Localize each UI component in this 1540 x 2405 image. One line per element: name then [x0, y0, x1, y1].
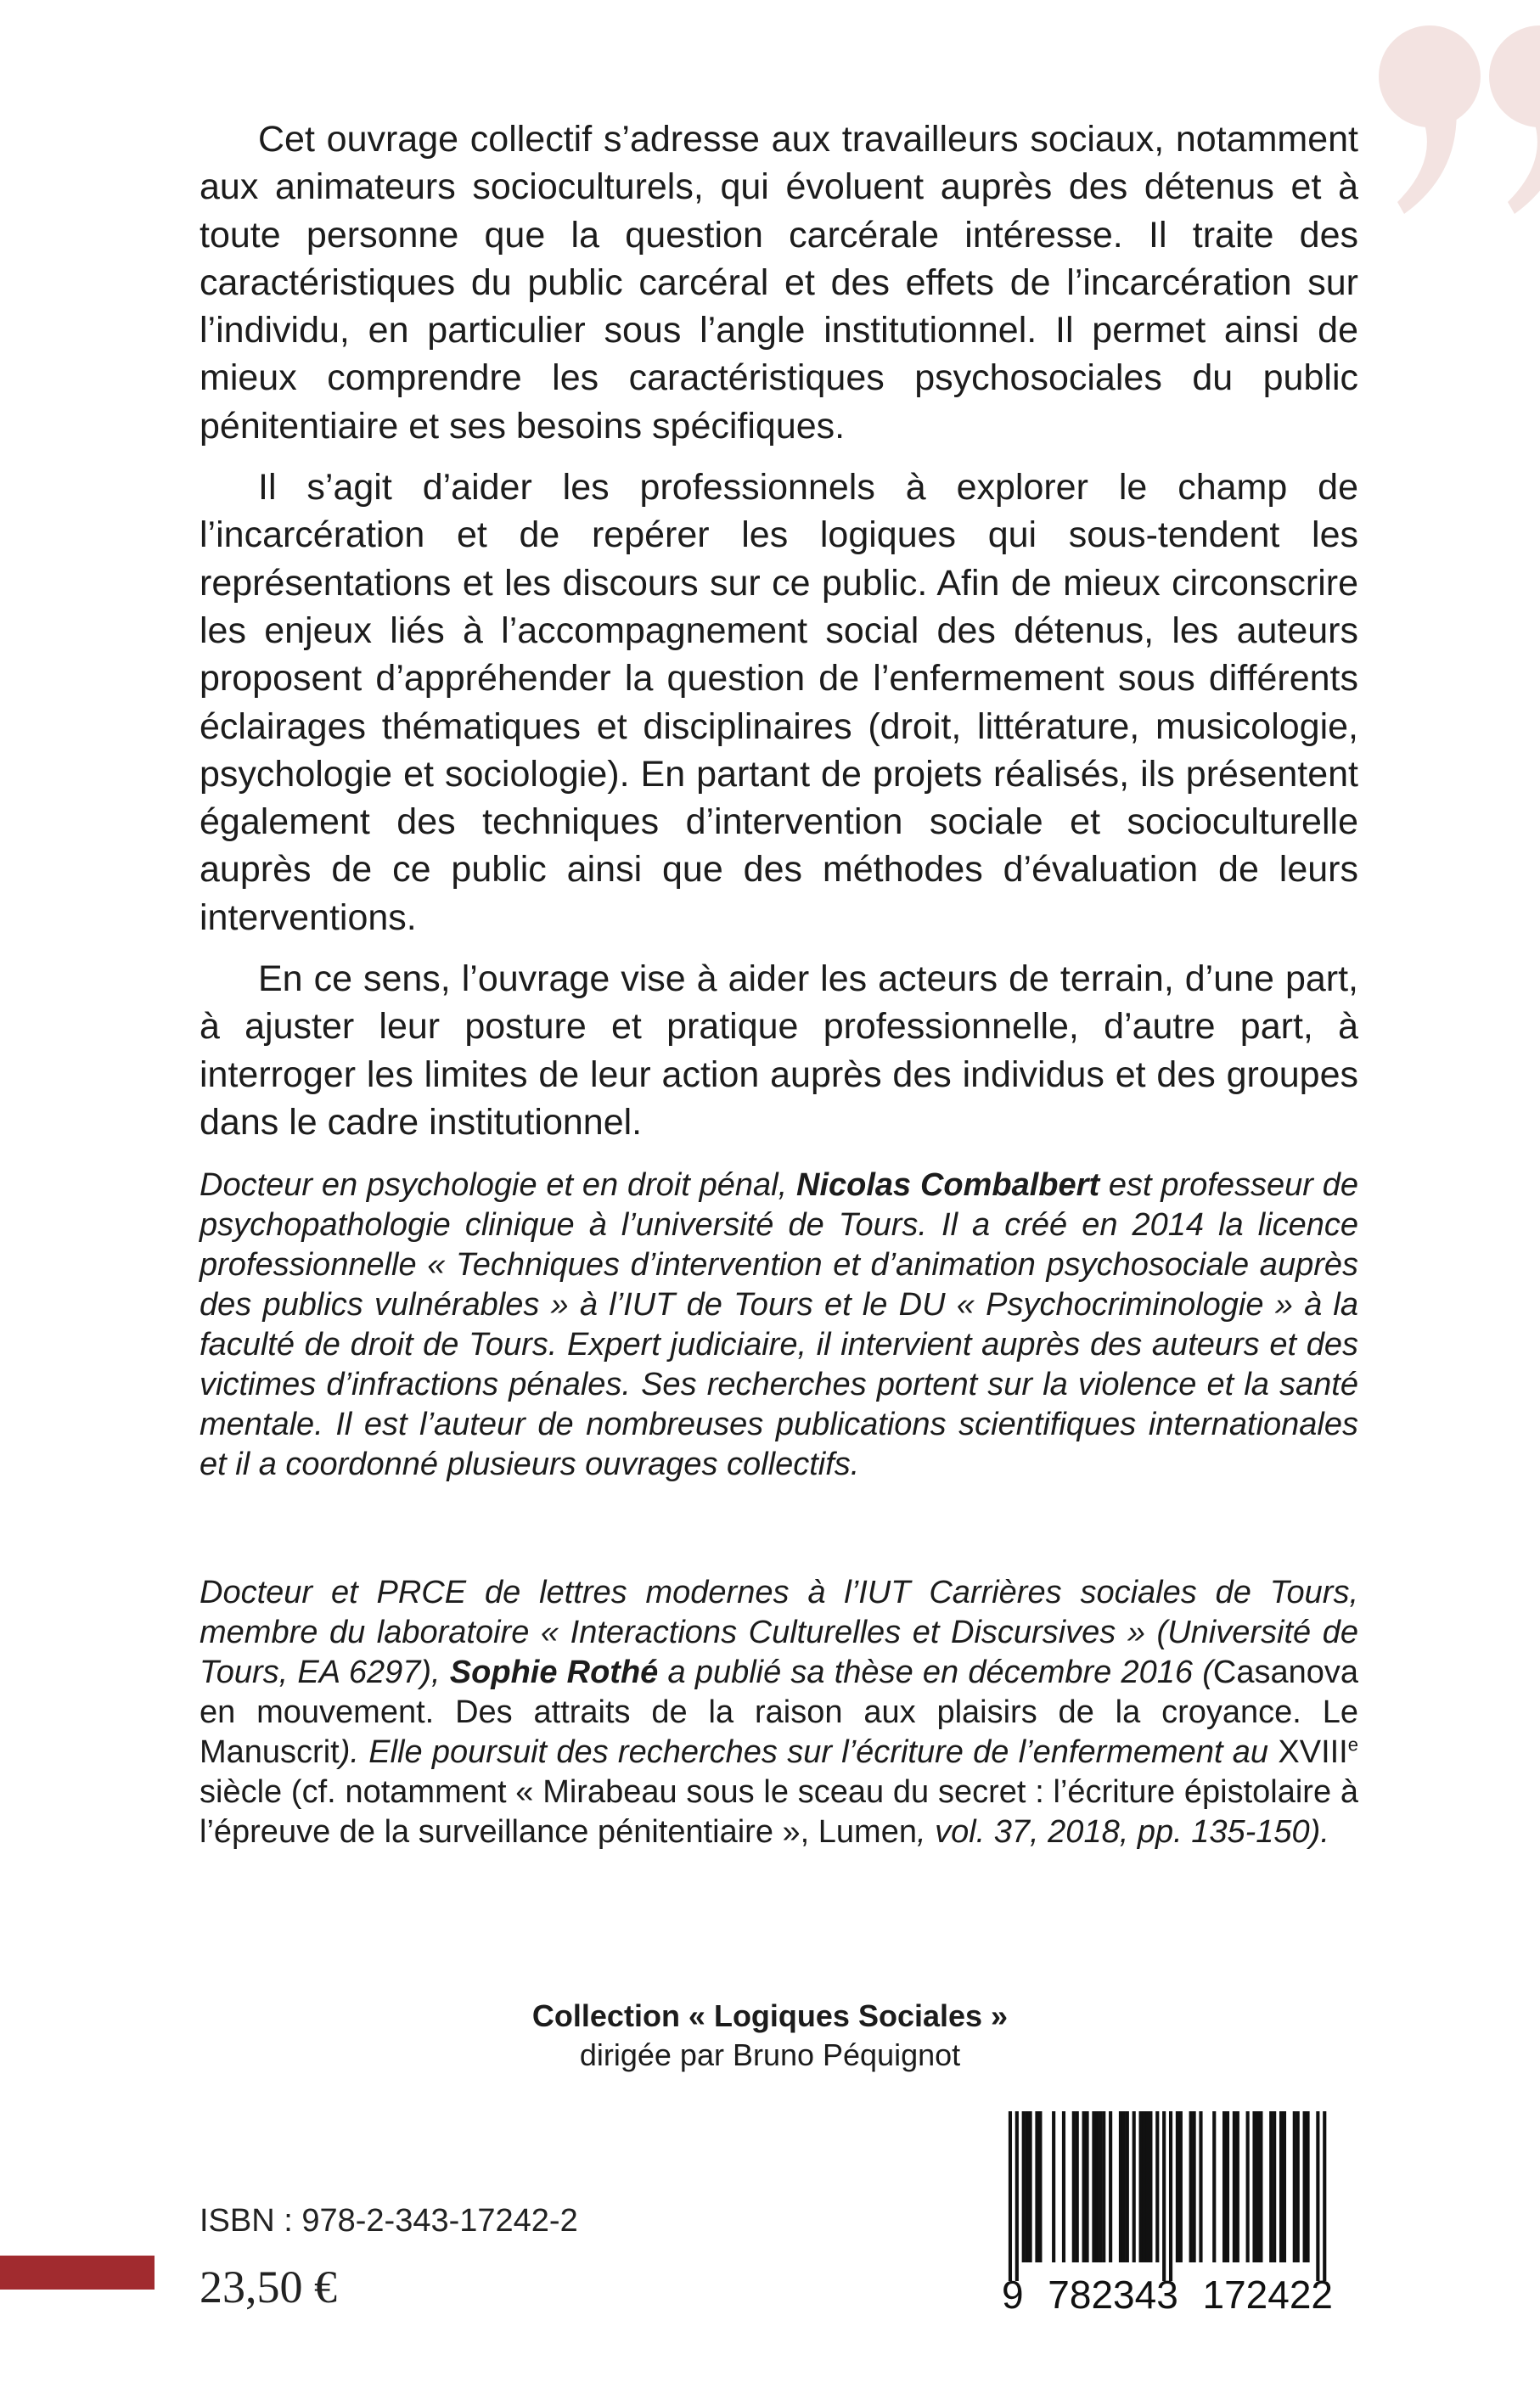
barcode-bar [1072, 2111, 1076, 2262]
barcode-bar [1022, 2111, 1026, 2262]
barcode-bar [1293, 2111, 1296, 2262]
century: XVIII [1278, 1734, 1348, 1770]
barcode-bar [1323, 2111, 1326, 2281]
barcode-bar [1133, 2111, 1136, 2262]
barcode-digits [1002, 2274, 1333, 2315]
barcode [1002, 2111, 1333, 2315]
barcode-bar [1052, 2111, 1055, 2262]
century-sup: e [1347, 1734, 1358, 1756]
barcode-bar [1169, 2111, 1172, 2281]
barcode-bar [1306, 2111, 1309, 2262]
barcode-bar [1256, 2111, 1259, 2262]
author-bio-rothe [200, 1573, 1358, 1852]
bio-text: ). Elle poursuit des recherches sur l’écriture de l’enfermement au [339, 1734, 1279, 1770]
bio-text: siècle (cf. notamment « Mirabeau sous le sceau du secret : l’écriture épistolaire à l’épreuve de la surveillance pénitentiaire », [200, 1774, 1358, 1850]
collection-title: Collection « Logiques Sociales » [531, 1998, 1009, 2033]
barcode-bar [1145, 2111, 1149, 2262]
barcode-bar [1273, 2111, 1276, 2262]
barcode-bar [1076, 2111, 1079, 2262]
barcode-bar [1009, 2111, 1012, 2281]
barcode-bar [1015, 2111, 1019, 2281]
barcode-bar [1222, 2111, 1226, 2262]
bio-text: Docteur et PRCE de lettres modernes à l’IUT Carrières sociales de Tours, membre du laboratoire « Interactions Culturelles et Discursives » (Université de Tours, EA 6297), [200, 1575, 1358, 1690]
barcode-bar [1102, 2111, 1105, 2262]
bio-text: est professeur de psychopathologie clinique à l’université de Tours. Il a créé en 2014 la licence professionnelle « Techniques d’intervention et d’animation psychosociale auprès des publics vulnérables » à l’IUT de Tours et le DU « Psychocriminologie » à la faculté de droit de Tours. Expert judiciaire, il intervient auprès des auteurs et des victimes d’infractions pénales. Ses recherches portent sur la violence et la santé mentale. Il est l’auteur de nombreuses publications scientifiques internationales et il a coordonné plusieurs ouvrages collectifs. [200, 1167, 1358, 1482]
barcode-left-group: 782343 [1048, 2273, 1178, 2317]
barcode-bar [1296, 2111, 1300, 2262]
author-name: Sophie Rothé [449, 1655, 659, 1690]
barcode-bar [1212, 2111, 1216, 2262]
barcode-bar [1252, 2111, 1256, 2262]
barcode-bar [1109, 2111, 1112, 2262]
barcode-bar [1029, 2111, 1032, 2262]
author-bio-combalbert [200, 1166, 1358, 1485]
blurb-paragraph: En ce sens, l’ouvrage vise à aider les acteurs de terrain, d’une part, à ajuster leur posture et pratique professionnelle, d’autre part, à interroger les limites de leur action auprès des individus et des groupes dans le cadre institutionnel. [200, 958, 1358, 1143]
barcode-bar [1162, 2111, 1166, 2281]
barcode-bar [1062, 2111, 1065, 2262]
barcode-bar [1179, 2111, 1183, 2262]
barcode-bar [1092, 2111, 1095, 2262]
barcode-bar [1246, 2111, 1250, 2262]
barcode-bar [1149, 2111, 1152, 2262]
blurb [200, 115, 1358, 1160]
bio-text: a publié sa thèse en décembre 2016 ( [658, 1655, 1213, 1690]
price: 23,50 € [200, 2262, 337, 2312]
barcode-bar [1122, 2111, 1126, 2262]
barcode-bar [1269, 2111, 1273, 2262]
barcode-bar [1279, 2111, 1283, 2262]
book-title: Casanova en mouvement. Des attraits de la raison aux plaisirs de la croyance. Le Manuscrit [200, 1655, 1359, 1770]
bio-text: , vol. 37, 2018, pp. 135-150). [916, 1814, 1329, 1850]
bio-text: Docteur en psychologie et en droit pénal, [200, 1167, 796, 1203]
journal-title: Lumen [818, 1814, 917, 1850]
barcode-bar [1226, 2111, 1229, 2262]
barcode-bar [1193, 2111, 1196, 2262]
barcode-bar [1316, 2111, 1319, 2281]
accent-band [0, 2256, 155, 2290]
barcode-bar [1095, 2111, 1099, 2262]
blurb-paragraph: Cet ouvrage collectif s’adresse aux travailleurs sociaux, notamment aux animateurs socioculturels, qui évoluent auprès des détenus et à toute personne que la question carcérale intéresse. Il traite des caractéristiques du public carcéral et des effets de l’incarcération sur l’individu, en particulier sous l’angle institutionnel. Il permet ainsi de mieux comprendre les caractéristiques psychosociales du public pénitentiaire et ses besoins spécifiques. [200, 119, 1358, 447]
barcode-bar [1035, 2111, 1038, 2262]
closing-quote-icon [1370, 0, 1540, 229]
collection-director: dirigée par Bruno Péquignot [579, 2037, 961, 2072]
author-name: Nicolas Combalbert [796, 1167, 1100, 1203]
barcode-bar [1026, 2111, 1029, 2262]
barcode-bar [1189, 2111, 1193, 2262]
barcode-bar [1139, 2111, 1143, 2262]
barcode-bar [1303, 2111, 1307, 2262]
barcode-right-group: 172422 [1202, 2273, 1333, 2317]
barcode-bar [1236, 2111, 1239, 2262]
barcode-bar [1233, 2111, 1236, 2262]
barcode-bar [1082, 2111, 1086, 2262]
barcode-bars [1002, 2111, 1333, 2281]
isbn: ISBN : 978-2-343-17242-2 [200, 2203, 578, 2239]
collection-info [0, 1997, 1540, 2075]
barcode-bar [1038, 2111, 1042, 2262]
barcode-bar [1085, 2111, 1088, 2262]
barcode-bar [1176, 2111, 1179, 2262]
barcode-bar [1126, 2111, 1129, 2262]
barcode-bar [1155, 2111, 1159, 2262]
barcode-bar [1119, 2111, 1122, 2262]
barcode-first-digit: 9 [1002, 2273, 1024, 2317]
blurb-paragraph: Il s’agit d’aider les professionnels à explorer le champ de l’incarcération et de repérer les logiques qui sous-tendent les représentations et les discours sur ce public. Afin de mieux circonscrire les enjeux liés à l’accompagnement social des détenus, les auteurs proposent d’appréhender la question de l’enfermement sous différents éclairages thématiques et disciplinaires (droit, littérature, musicologie, psychologie et sociologie). En partant de projets réalisés, ils présentent également des techniques d’intervention sociale et socioculturelle auprès de ce public ainsi que des méthodes d’évaluation de leurs interventions. [200, 467, 1358, 938]
barcode-bar [1142, 2111, 1145, 2262]
barcode-bar [1283, 2111, 1286, 2262]
barcode-bar [1259, 2111, 1262, 2262]
barcode-bar [1099, 2111, 1102, 2262]
barcode-bar [1199, 2111, 1202, 2262]
